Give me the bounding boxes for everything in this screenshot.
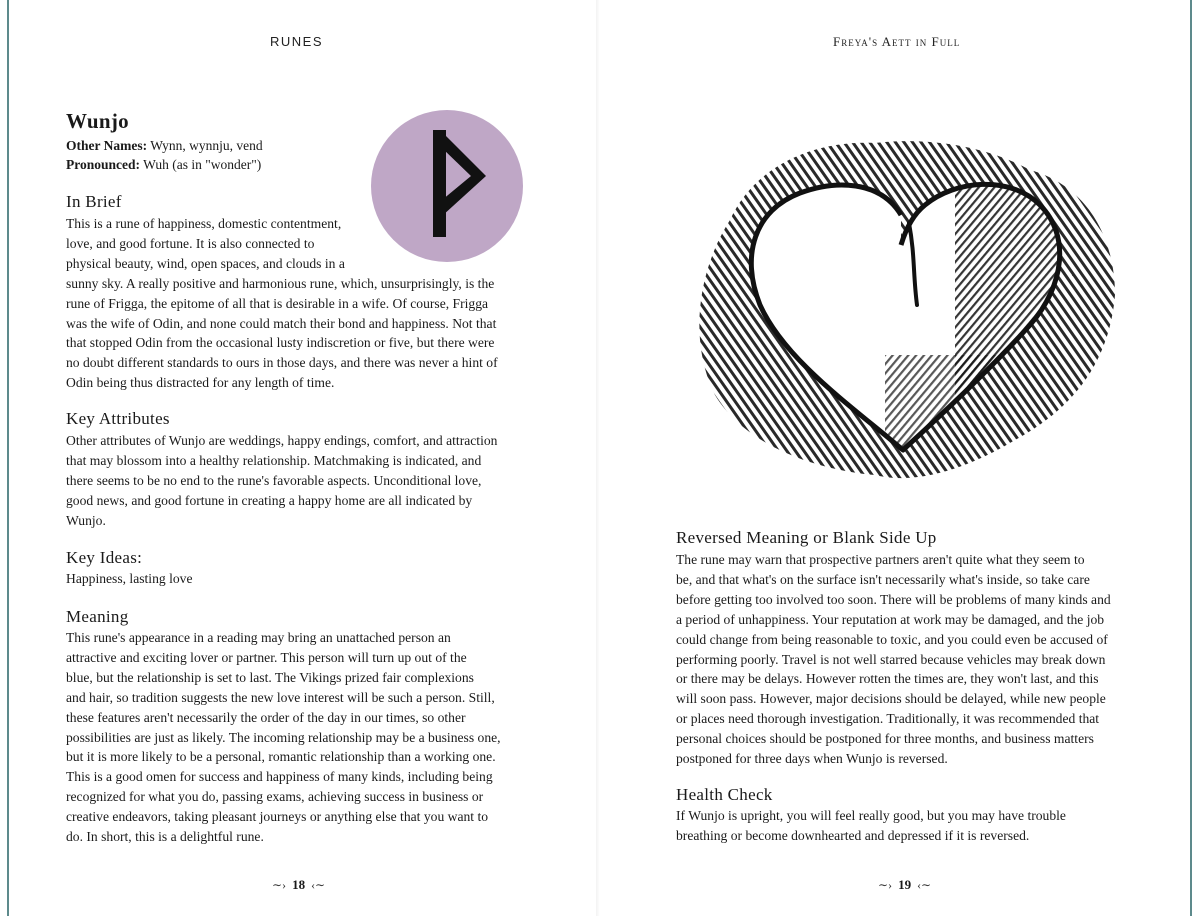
folio-ornament-right-icon: ‹∼	[917, 877, 932, 892]
text-line: blue, but the relationship is set to last. The Vikings prized fair complexions	[66, 669, 474, 685]
text-line: a period of unhappiness. Your reputation at work may be damaged, and the job	[676, 611, 1105, 627]
other-names	[66, 136, 263, 155]
text-line: good news, and good fortune in creating a happy home are all indicated by	[66, 492, 473, 508]
text-line: and hair, so tradition suggests the new love interest will be such a person. Still,	[66, 689, 495, 705]
health-check-text	[676, 806, 1066, 846]
heart-illustration-icon	[685, 125, 1125, 500]
text-line: physical beauty, wind, open spaces, and clouds in a	[66, 255, 345, 271]
pronunciation	[66, 155, 261, 174]
heading-meaning: Meaning	[66, 607, 129, 626]
text-line: attractive and exciting lover or partner. This person will turn up out of the	[66, 649, 467, 665]
text-line: sunny sky. A really positive and harmonious rune, which, unsurprisingly, is the	[66, 275, 495, 291]
text-line: recognized for what you do, passing exams, achieving success in business or	[66, 789, 484, 805]
text-line: these features aren't necessarily the order of the day in our times, so other	[66, 709, 466, 725]
text-line: that stopped Odin from the occasional lusty indiscretion or five, but there were	[66, 335, 495, 351]
folio-ornament-right-icon: ‹∼	[311, 877, 326, 892]
key-ideas-text	[66, 569, 192, 589]
text-line: performing poorly. Travel is not well starred because vehicles may break down	[676, 651, 1106, 667]
heading-key-ideas: Key Ideas:	[66, 548, 143, 567]
meaning-text	[66, 628, 501, 847]
page-number-left	[272, 877, 325, 893]
text-line: will soon pass. However, major decisions should be delayed, while new people	[676, 691, 1106, 707]
reversed-meaning-text	[676, 550, 1111, 769]
running-head-right: Freya's Aett in Full	[833, 34, 961, 49]
other-names-label: Other Names:	[66, 138, 148, 153]
in-brief-text	[66, 214, 498, 393]
page-number-right	[878, 877, 931, 893]
text-line: rune of Frigga, the epitome of all that is desirable in a wife. Of course, Frigga	[66, 295, 489, 311]
text-line: or places need thorough investigation. Traditionally, it was recommended that	[676, 711, 1100, 727]
rune-title: Wunjo	[66, 109, 129, 133]
text-line: Other attributes of Wunjo are weddings, happy endings, comfort, and attraction	[66, 433, 498, 448]
text-line: personal choices should be postponed for three months, and business matters	[676, 731, 1094, 747]
heading-in-brief: In Brief	[66, 192, 122, 211]
folio-number: 18	[292, 877, 306, 892]
key-attributes-text	[66, 431, 497, 531]
text-line: or there may be delays. However rotten the times are, they won't last, and this	[676, 671, 1099, 687]
folio-ornament-left-icon: ∼›	[272, 877, 287, 892]
text-line: but it is more likely to be a personal, romantic relationship than a working one.	[66, 749, 496, 765]
other-names-value: Wynn, wynnju, vend	[147, 138, 263, 153]
heading-health-check: Health Check	[676, 785, 773, 804]
text-line: love, and good fortune. It is also connected to	[66, 235, 315, 251]
running-head-left: RUNES	[270, 34, 324, 49]
text-line: possibilities are just as likely. The incoming relationship may be a business one,	[66, 729, 501, 745]
text-line: was the wife of Odin, and none could match their bond and happiness. Not that	[66, 315, 497, 331]
text-line: Wunjo.	[66, 512, 106, 528]
text-line: postponed for three days when Wunjo is reversed.	[676, 751, 948, 767]
text-line: This rune's appearance in a reading may bring an unattached person an	[66, 630, 451, 645]
text-line: no doubt different standards to ours in those days, and there was never a hint of	[66, 355, 498, 371]
folio-number: 19	[898, 877, 912, 892]
text-line: Happiness, lasting love	[66, 571, 193, 586]
left-page	[0, 0, 596, 916]
text-line: breathing or become downhearted and depressed if it is reversed.	[676, 827, 1030, 843]
heading-key-attributes: Key Attributes	[66, 409, 170, 428]
pronounced-label: Pronounced:	[66, 157, 141, 172]
text-line: creative endeavors, taking pleasant journeys or anything else that you want to	[66, 809, 489, 825]
folio-ornament-left-icon: ∼›	[878, 877, 893, 892]
text-line: that may blossom into a healthy relationship. Matchmaking is indicated, and	[66, 452, 482, 468]
text-line: This is a rune of happiness, domestic contentment,	[66, 216, 342, 231]
text-line: If Wunjo is upright, you will feel really good, but you may have trouble	[676, 808, 1066, 823]
text-line: before getting too involved too soon. There will be problems of many kinds and	[676, 591, 1111, 607]
heading-reversed-meaning: Reversed Meaning or Blank Side Up	[676, 528, 937, 547]
text-line: there seems to be no end to the rune's favorable aspects. Unconditional love,	[66, 472, 482, 488]
text-line: be, and that what's on the surface isn't necessarily what's inside, so take care	[676, 571, 1090, 587]
text-line: do. In short, this is a delightful rune.	[66, 829, 264, 845]
pronounced-value: Wuh (as in "wonder")	[140, 157, 262, 172]
text-line: Odin being thus distracted for any length of time.	[66, 375, 335, 391]
text-line: This is a good omen for success and happiness of many kinds, including being	[66, 769, 493, 785]
text-line: The rune may warn that prospective partners aren't quite what they seem to	[676, 552, 1085, 567]
text-line: could change from being reasonable to toxic, and you could even be accused of	[676, 631, 1108, 647]
